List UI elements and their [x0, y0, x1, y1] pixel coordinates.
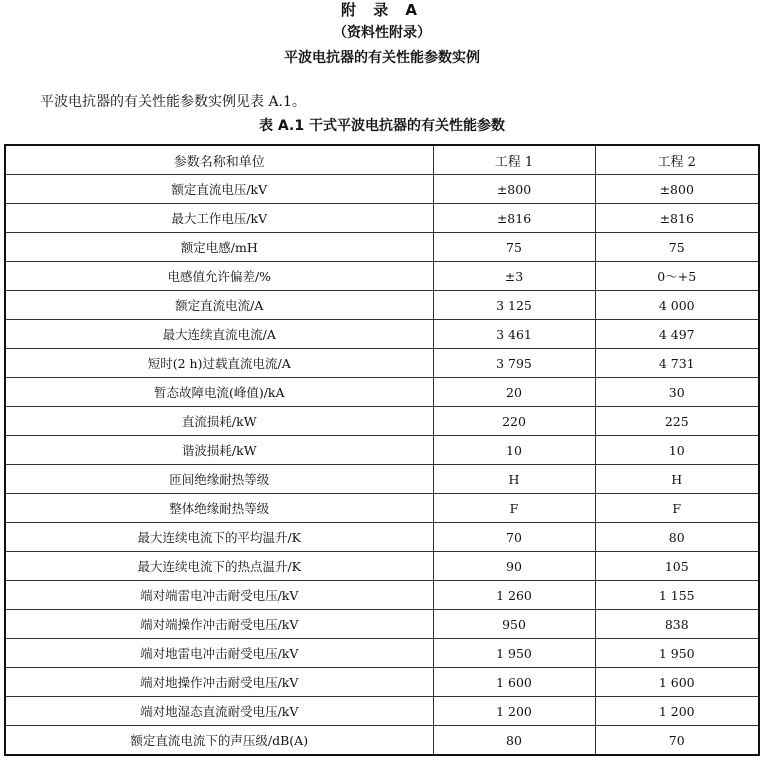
parameter-name: 匝间绝缘耐热等级 — [5, 465, 433, 494]
project-1-value: 1 600 — [433, 668, 595, 697]
parameter-name: 直流损耗/kW — [5, 407, 433, 436]
table-row — [5, 378, 759, 407]
table-row — [5, 639, 759, 668]
project-2-value: 1 600 — [595, 668, 759, 697]
project-2-value: 70 — [595, 726, 759, 756]
header-project-2: 工程 2 — [595, 145, 759, 175]
table-row — [5, 407, 759, 436]
parameter-name: 额定电感/mH — [5, 233, 433, 262]
parameter-name: 额定直流电流/A — [5, 291, 433, 320]
table-row — [5, 523, 759, 552]
table-row — [5, 697, 759, 726]
project-2-value: 1 950 — [595, 639, 759, 668]
project-2-value: 225 — [595, 407, 759, 436]
table-row — [5, 465, 759, 494]
appendix-note: （资料性附录） — [333, 25, 431, 41]
parameter-name: 端对端操作冲击耐受电压/kV — [5, 610, 433, 639]
table-row — [5, 262, 759, 291]
parameter-name: 端对地操作冲击耐受电压/kV — [5, 668, 433, 697]
project-1-value: ±800 — [433, 175, 595, 204]
parameter-name: 最大连续直流电流/A — [5, 320, 433, 349]
table-row — [5, 494, 759, 523]
project-1-value: 1 260 — [433, 581, 595, 610]
parameter-name: 最大连续电流下的热点温升/K — [5, 552, 433, 581]
table-row — [5, 436, 759, 465]
project-2-value: 10 — [595, 436, 759, 465]
project-1-value: H — [433, 465, 595, 494]
table-header-row — [5, 145, 759, 175]
project-2-value: 75 — [595, 233, 759, 262]
project-1-value: F — [433, 494, 595, 523]
parameter-name: 暂态故障电流(峰值)/kA — [5, 378, 433, 407]
project-2-value: ±800 — [595, 175, 759, 204]
appendix-heading: 平波电抗器的有关性能参数实例 — [284, 50, 480, 66]
table-caption: 表 A.1 干式平波电抗器的有关性能参数 — [259, 118, 505, 134]
project-2-value: 80 — [595, 523, 759, 552]
project-1-value: 10 — [433, 436, 595, 465]
project-1-value: 220 — [433, 407, 595, 436]
table-row — [5, 581, 759, 610]
project-2-value: 4 497 — [595, 320, 759, 349]
project-1-value: ±816 — [433, 204, 595, 233]
project-2-value: 30 — [595, 378, 759, 407]
project-2-value: 838 — [595, 610, 759, 639]
parameter-name: 端对端雷电冲击耐受电压/kV — [5, 581, 433, 610]
project-1-value: 1 950 — [433, 639, 595, 668]
project-2-value: ±816 — [595, 204, 759, 233]
appendix-title: 附 录 A — [340, 1, 424, 19]
parameter-name: 最大工作电压/kV — [5, 204, 433, 233]
table-row — [5, 320, 759, 349]
parameter-name: 额定直流电流下的声压级/dB(A) — [5, 726, 433, 756]
parameter-name: 端对地雷电冲击耐受电压/kV — [5, 639, 433, 668]
table-row — [5, 204, 759, 233]
parameter-name: 额定直流电压/kV — [5, 175, 433, 204]
project-1-value: 80 — [433, 726, 595, 756]
project-1-value: ±3 — [433, 262, 595, 291]
parameter-name: 短时(2 h)过载直流电流/A — [5, 349, 433, 378]
table-row — [5, 610, 759, 639]
project-1-value: 3 125 — [433, 291, 595, 320]
parameter-name: 最大连续电流下的平均温升/K — [5, 523, 433, 552]
project-2-value: 4 731 — [595, 349, 759, 378]
project-1-value: 75 — [433, 233, 595, 262]
project-2-value: H — [595, 465, 759, 494]
project-2-value: 0～+5 — [595, 262, 759, 291]
project-2-value: 1 155 — [595, 581, 759, 610]
table-row — [5, 233, 759, 262]
project-1-value: 90 — [433, 552, 595, 581]
project-1-value: 950 — [433, 610, 595, 639]
parameter-table — [4, 144, 760, 756]
project-2-value: 1 200 — [595, 697, 759, 726]
header-project-1: 工程 1 — [433, 145, 595, 175]
table-row — [5, 726, 759, 756]
project-1-value: 3 461 — [433, 320, 595, 349]
project-2-value: 4 000 — [595, 291, 759, 320]
intro-paragraph: 平波电抗器的有关性能参数实例见表 A.1。 — [40, 94, 306, 110]
parameter-name: 谐波损耗/kW — [5, 436, 433, 465]
project-1-value: 20 — [433, 378, 595, 407]
project-1-value: 70 — [433, 523, 595, 552]
header-parameter: 参数名称和单位 — [5, 145, 433, 175]
project-2-value: 105 — [595, 552, 759, 581]
project-1-value: 3 795 — [433, 349, 595, 378]
parameter-name: 电感值允许偏差/% — [5, 262, 433, 291]
table-row — [5, 291, 759, 320]
table-row — [5, 668, 759, 697]
table-row — [5, 552, 759, 581]
project-1-value: 1 200 — [433, 697, 595, 726]
table-row — [5, 349, 759, 378]
table-row — [5, 175, 759, 204]
project-2-value: F — [595, 494, 759, 523]
parameter-name: 端对地湿态直流耐受电压/kV — [5, 697, 433, 726]
parameter-name: 整体绝缘耐热等级 — [5, 494, 433, 523]
